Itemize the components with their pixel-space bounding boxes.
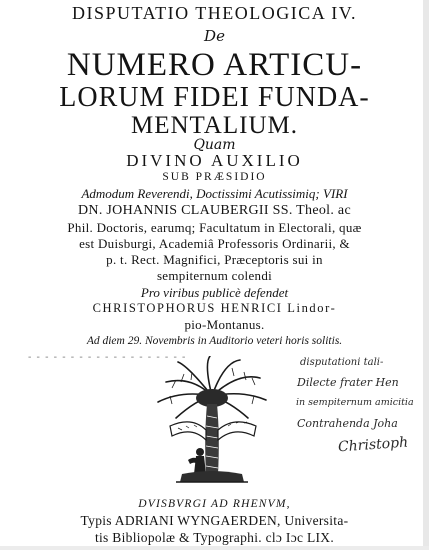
divino-auxilio: DIVINO AUXILIO bbox=[126, 151, 303, 170]
respondent-origin: pio-Montanus. bbox=[184, 317, 265, 332]
handwritten-de: De bbox=[204, 27, 225, 45]
praeses-line-2: Phil. Doctoris, earumq; Facultatum in Electorali, quæ bbox=[67, 220, 362, 235]
title-line-3: MENTALIUM. bbox=[130, 112, 298, 139]
imprint-date: tis Bibliopolæ & Typographi. clɔ Iɔc LIX. bbox=[94, 530, 335, 545]
respondent-name: CHRISTOPHORUS HENRICI Lindor- bbox=[92, 301, 337, 315]
scan-bottom-edge bbox=[0, 546, 429, 550]
defendet-line: Pro viribus publicè defendet bbox=[140, 285, 289, 300]
handwriting-line-4: Contrahenda Joha bbox=[297, 417, 398, 430]
admodum-reverendi: Admodum Reverendi, Doctissimi Acutissimiq; VIRI bbox=[81, 186, 348, 201]
title-line-2: LORUM FIDEI FUNDA- bbox=[59, 82, 370, 113]
sub-praesidio: SUB PRÆSIDIO bbox=[162, 171, 267, 183]
imprint-printer: Typis ADRIANI WYNGAERDEN, Universita- bbox=[80, 513, 349, 528]
date-line: Ad diem 29. Novembris in Auditorio veteri horis solitis. bbox=[86, 335, 343, 347]
disputation-heading: DISPUTATIO THEOLOGICA IV. bbox=[72, 3, 357, 23]
praeses-line-3: est Duisburgi, Academiâ Professoris Ordinarii, & bbox=[79, 236, 350, 251]
handwriting-signature: Christoph bbox=[337, 434, 409, 456]
handwriting-line-2: Dilecte frater Hen bbox=[297, 376, 399, 389]
palm-tree-printers-mark-icon bbox=[152, 356, 272, 492]
handwritten-quam: Quam bbox=[193, 137, 236, 153]
imprint-place: DVISBVRGI AD RHENVM, bbox=[138, 498, 291, 510]
scan-edge bbox=[423, 0, 429, 550]
handwriting-line-1: disputationi tali- bbox=[300, 357, 384, 368]
title-line-1: NUMERO ARTICU- bbox=[66, 47, 363, 83]
praeses-name: DN. JOHANNIS CLAUBERGII SS. Theol. ac bbox=[78, 203, 351, 218]
handwriting-line-3: in sempiternum amicitia bbox=[296, 397, 414, 408]
praeses-line-4: p. t. Rect. Magnifici, Præceptoris sui in bbox=[106, 252, 323, 267]
bleed-through-marks: - - - - - - - - - - - - - - - - - - - bbox=[28, 352, 187, 363]
praeses-line-5: sempiternum colendi bbox=[156, 268, 273, 283]
